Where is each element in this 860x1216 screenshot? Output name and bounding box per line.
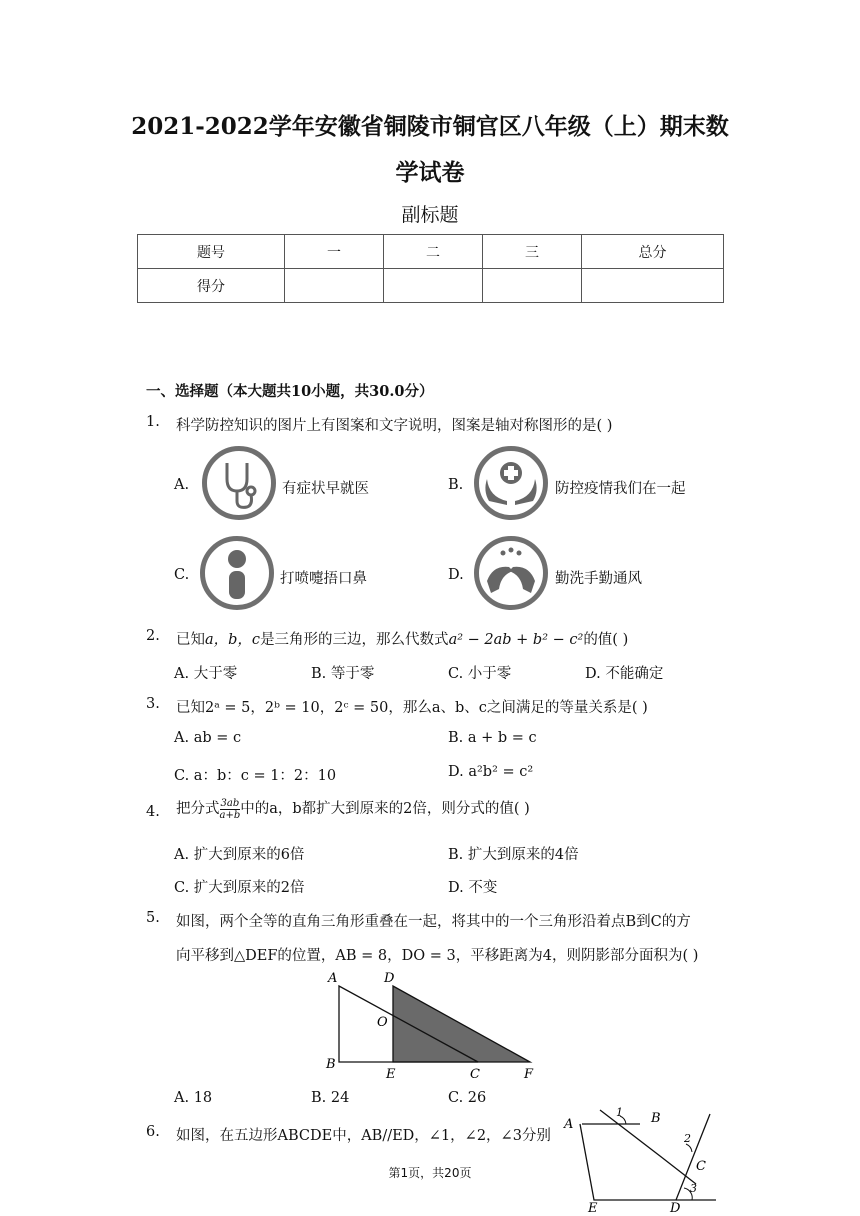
label-a: A xyxy=(564,1117,574,1132)
option: A. 扩大到原来的6倍 xyxy=(174,847,305,863)
question-stem: 科学防控知识的图片上有图案和文字说明，图案是轴对称图形的是( ) xyxy=(176,418,613,434)
translated-triangles-figure xyxy=(320,968,550,1080)
option-letter: C. xyxy=(174,567,190,583)
stem-text: 的值( ) xyxy=(583,632,629,648)
page-footer: 第1页，共20页 xyxy=(388,1166,472,1180)
label-e: E xyxy=(386,1067,396,1080)
stem-text: 是三角形的三边，那么代数式 xyxy=(260,632,449,648)
page-title-line2: 学试卷 xyxy=(395,159,465,186)
score-table xyxy=(137,234,724,303)
label-angle-3: 3 xyxy=(690,1182,697,1195)
page-subtitle: 副标题 xyxy=(401,204,459,226)
question-stem-line2: 向平移到△DEF的位置，AB = 8，DO = 3，平移距离为4，则阴影部分面积为( ) xyxy=(176,948,699,964)
score-cell xyxy=(384,269,483,303)
question-stem xyxy=(176,797,530,821)
score-cell xyxy=(483,269,582,303)
label-c: C xyxy=(470,1067,480,1080)
option: C. 扩大到原来的2倍 xyxy=(174,880,305,896)
angle-2-arc xyxy=(686,1144,692,1152)
label-f: F xyxy=(524,1067,534,1080)
pentagon-figure xyxy=(560,1086,720,1214)
question-number: 2. xyxy=(146,628,160,644)
score-table-score-row xyxy=(138,269,724,303)
score-header-cell: 题号 xyxy=(138,235,285,269)
label-e: E xyxy=(588,1201,598,1214)
stem-expression: a² − 2ab + b² − c² xyxy=(448,632,584,648)
score-header-cell: 总分 xyxy=(582,235,724,269)
question-number: 5. xyxy=(146,910,160,926)
question-stem-line1: 如图，两个全等的直角三角形重叠在一起，将其中的一个三角形沿着点B到C的方 xyxy=(176,914,691,930)
label-c: C xyxy=(696,1159,706,1174)
option-caption: 勤洗手勤通风 xyxy=(555,571,642,587)
label-angle-2: 2 xyxy=(684,1132,691,1145)
option-caption: 打喷嚏捂口鼻 xyxy=(280,571,367,587)
option-letter: D. xyxy=(448,567,464,583)
score-header-cell: 一 xyxy=(285,235,384,269)
option: D. 不能确定 xyxy=(585,666,664,682)
fraction-numerator: 3ab xyxy=(220,797,240,809)
stem-text: 中的a，b都扩大到原来的2倍，则分式的值( ) xyxy=(240,801,530,817)
score-header-cell: 三 xyxy=(483,235,582,269)
label-d: D xyxy=(384,971,395,986)
question-number: 4. xyxy=(146,804,160,820)
label-b: B xyxy=(651,1111,661,1126)
option-caption: 防控疫情我们在一起 xyxy=(555,481,686,497)
label-angle-1: 1 xyxy=(616,1106,623,1119)
option: A. 大于零 xyxy=(174,666,238,682)
option-letter: A. xyxy=(174,477,190,493)
option-letter: B. xyxy=(448,477,464,493)
stem-vars: a，b，c xyxy=(205,632,261,648)
option: C. a：b：c = 1：2：10 xyxy=(174,768,337,784)
section-heading: 一、选择题（本大题共10小题，共30.0分） xyxy=(146,383,434,400)
label-b: B xyxy=(326,1057,336,1072)
option-caption: 有症状早就医 xyxy=(282,481,369,497)
score-header-cell: 二 xyxy=(384,235,483,269)
stem-text: 已知 xyxy=(176,632,205,648)
option: B. 扩大到原来的4倍 xyxy=(448,847,579,863)
question-stem: 如图，在五边形ABCDE中，AB//ED，∠1，∠2，∠3分别 xyxy=(176,1128,551,1144)
page-title-line1: 2021-2022学年安徽省铜陵市铜官区八年级（上）期末数 xyxy=(131,113,729,140)
option: C. 小于零 xyxy=(448,666,512,682)
label-d: D xyxy=(670,1201,681,1214)
score-row-label: 得分 xyxy=(138,269,285,303)
question-number: 6. xyxy=(146,1124,160,1140)
option: B. 24 xyxy=(311,1090,350,1106)
fraction-denominator: a+b xyxy=(219,809,241,821)
stem-text: 把分式 xyxy=(176,801,220,817)
option: B. 等于零 xyxy=(311,666,375,682)
label-a: A xyxy=(328,971,338,986)
question-number: 1. xyxy=(146,414,160,430)
fraction xyxy=(220,798,241,821)
option: A. ab = c xyxy=(174,730,242,746)
score-cell xyxy=(582,269,724,303)
option: A. 18 xyxy=(174,1090,213,1106)
question-stem xyxy=(176,628,628,649)
option: B. a + b = c xyxy=(448,730,537,746)
question-stem: 已知2ᵃ = 5，2ᵇ = 10，2ᶜ = 50，那么a、b、c之间满足的等量关系是( ) xyxy=(176,700,648,716)
score-cell xyxy=(285,269,384,303)
washing-hands-icon xyxy=(474,536,548,610)
question-number: 3. xyxy=(146,696,160,712)
option: D. a²b² = c² xyxy=(448,764,534,780)
stethoscope-icon xyxy=(202,446,276,520)
option: C. 26 xyxy=(448,1090,487,1106)
label-o: O xyxy=(377,1015,388,1030)
score-table-header-row xyxy=(138,235,724,269)
sneeze-person-icon xyxy=(200,536,274,610)
medical-cross-hands-icon xyxy=(474,446,548,520)
option: D. 不变 xyxy=(448,880,498,896)
